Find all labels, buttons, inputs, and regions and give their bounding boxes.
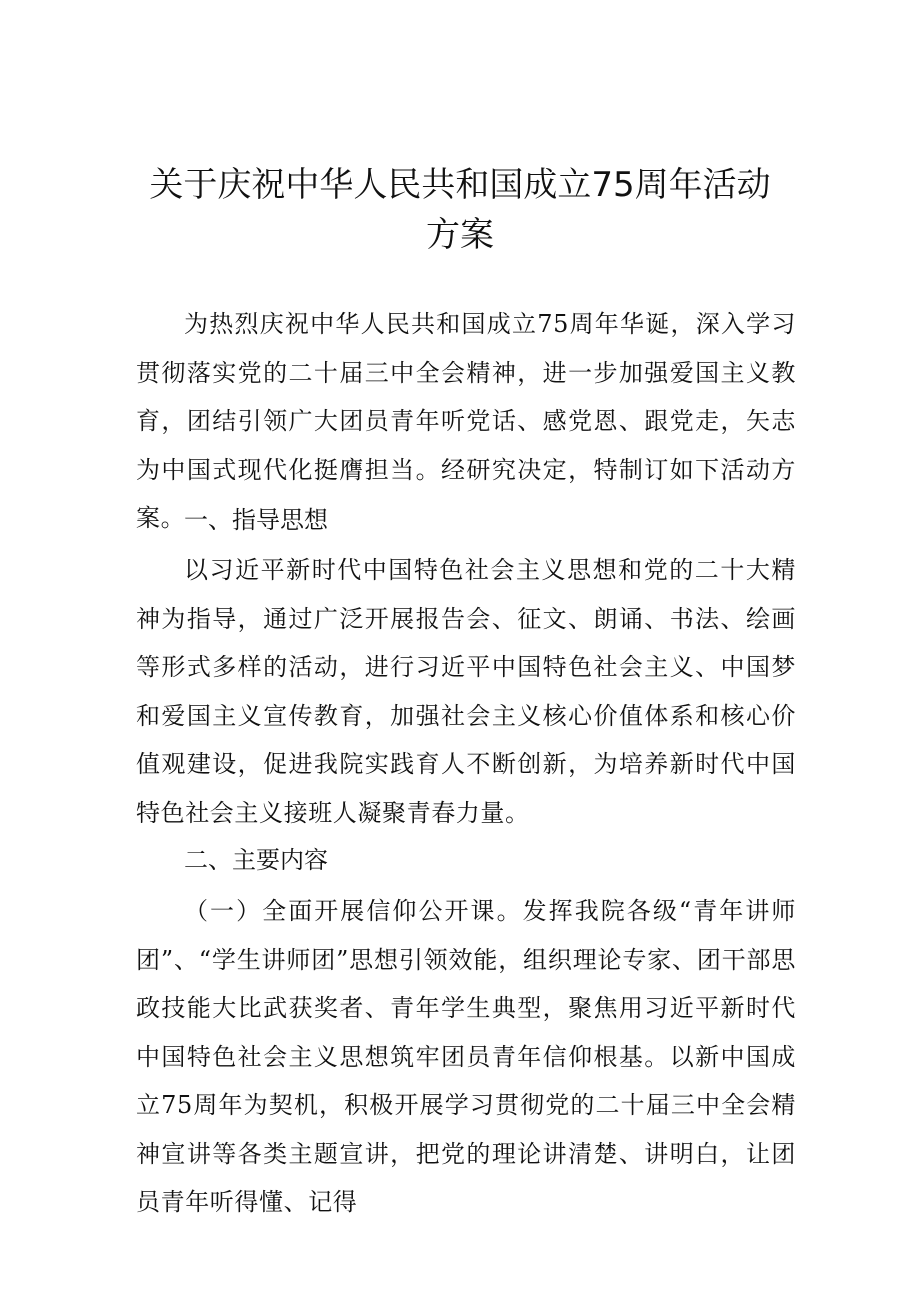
document-title-line-1: 关于庆祝中华人民共和国成立75周年活动 <box>149 165 771 205</box>
intro-paragraph: 为热烈庆祝中华人民共和国成立75周年华诞，深入学习贯彻落实党的二十届三中全会精神，进一步加强爱国主义教育，团结引领广大团员青年听党话、感党恩、跟党走，矢志为中国式现代化挺膺担当。经研究决定，特制订如下活动方案。 <box>136 310 796 532</box>
guiding-ideology-paragraph: 以习近平新时代中国特色社会主义思想和党的二十大精神为指导，通过广泛开展报告会、征文、朗诵、书法、绘画等形式多样的活动，进行习近平中国特色社会主义、中国梦和爱国主义宣传教育，加强社会主义核心价值体系和核心价值观建设，促进我院实践育人不断创新，为培养新时代中国特色社会主义接班人凝聚青春力量。 <box>136 556 796 827</box>
section-heading-guiding-ideology: 一、指导思想 <box>184 506 328 534</box>
section-heading-main-content: 二、主要内容 <box>184 846 328 874</box>
main-content-item-1-paragraph: （一）全面开展信仰公开课。发挥我院各级“青年讲师团”、“学生讲师团”思想引领效能，组织理论专家、团干部思政技能大比武获奖者、青年学生典型，聚焦用习近平新时代中国特色社会主义思想筑牢团员青年信仰根基。以新中国成立75周年为契机，积极开展学习贯彻党的二十届三中全会精神宣讲等各类主题宣讲，把党的理论讲清楚、讲明白，让团员青年听得懂、记得 <box>136 897 796 1216</box>
document-title-line-2: 方案 <box>426 215 494 255</box>
